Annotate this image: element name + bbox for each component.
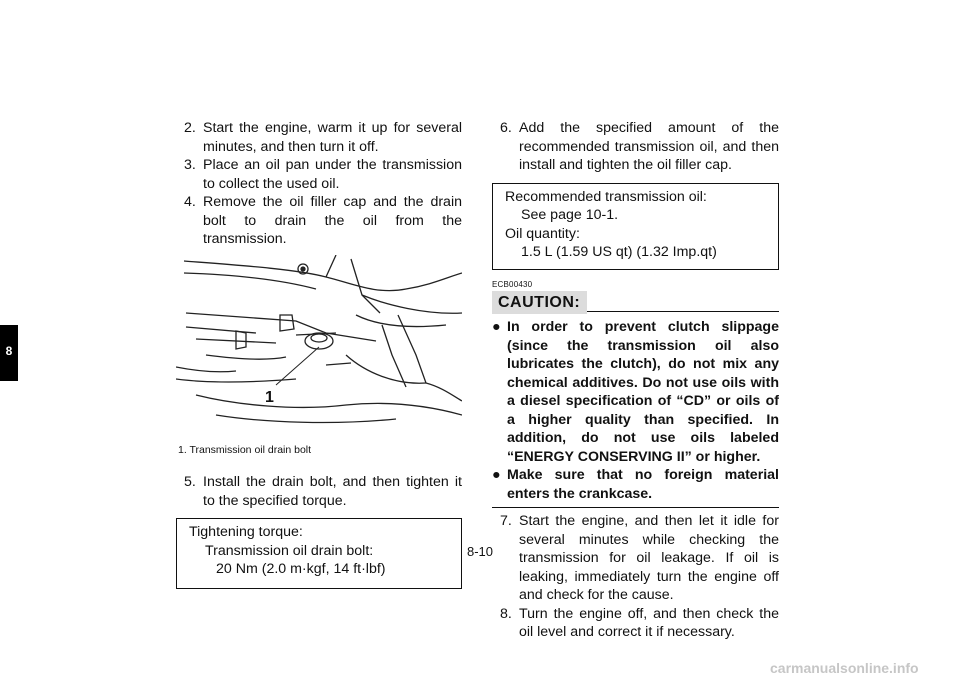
- watermark: carmanualsonline.info: [770, 660, 919, 676]
- oil-quantity-label: Oil quantity:: [505, 225, 580, 242]
- step-3: 3. Place an oil pan under the transmission to collect the used oil.: [184, 157, 462, 192]
- figure-caption: 1. Transmission oil drain bolt: [178, 443, 312, 456]
- caution-item: ● Make sure that no foreign material enters the crankcase.: [492, 467, 779, 502]
- step-6: 6. Add the specified amount of the recommended transmission oil, and then install and tighten the oil filler cap.: [500, 120, 779, 173]
- oil-spec-box: [492, 183, 779, 270]
- step-5: 5. Install the drain bolt, and then tighten it to the specified torque.: [184, 474, 462, 509]
- caution-end-rule: [492, 507, 779, 508]
- recommended-oil-value: See page 10-1.: [521, 207, 619, 223]
- torque-spec-box: [176, 518, 462, 589]
- torque-value: 20 Nm (2.0 m·kgf, 14 ft·lbf): [216, 561, 386, 577]
- drain-bolt-figure: [176, 255, 462, 435]
- left-column: [176, 119, 462, 589]
- caution-title: CAUTION:: [492, 291, 587, 315]
- step-8: 8. Turn the engine off, and then check the oil level and correct it if necessary.: [500, 605, 779, 640]
- recommended-oil-label: Recommended transmission oil:: [505, 188, 707, 205]
- engine-illustration: [176, 255, 462, 435]
- caution-item: ● In order to prevent clutch slippage (since the transmission oil also lubricates the clutch), do not mix any chemical additives. Do not use oils with a diesel specification of “CD” or oils of a higher quality than specified. In addition, do not use oils labeled “ENERGY CONSERVING II” or higher.: [492, 319, 779, 465]
- torque-item: Transmission oil drain bolt:: [205, 542, 374, 559]
- oil-quantity-value: 1.5 L (1.59 US qt) (1.32 Imp.qt): [521, 244, 717, 260]
- caution-list: [492, 318, 779, 503]
- step-4: 4. Remove the oil filler cap and the drain bolt to drain the oil from the transmission.: [184, 194, 462, 247]
- caution-code: ECB00430: [492, 279, 533, 289]
- page-number: 8-10: [466, 544, 494, 559]
- bullet-icon: ●: [492, 319, 501, 335]
- torque-title: Tightening torque:: [189, 524, 303, 540]
- right-column: [492, 119, 779, 642]
- figure-callout-1: 1: [265, 388, 274, 406]
- chapter-tab: 8: [0, 325, 18, 381]
- bullet-icon: ●: [492, 467, 501, 483]
- caution-rule: [587, 311, 779, 312]
- step-2: 2. Start the engine, warm it up for several minutes, and then turn it off.: [184, 120, 462, 155]
- caution-header: [492, 291, 779, 315]
- step-7: 7. Start the engine, and then let it idle for several minutes while checking the transmission for oil leakage. If oil is leaking, immediately turn the engine off and check for the cause.: [500, 513, 779, 603]
